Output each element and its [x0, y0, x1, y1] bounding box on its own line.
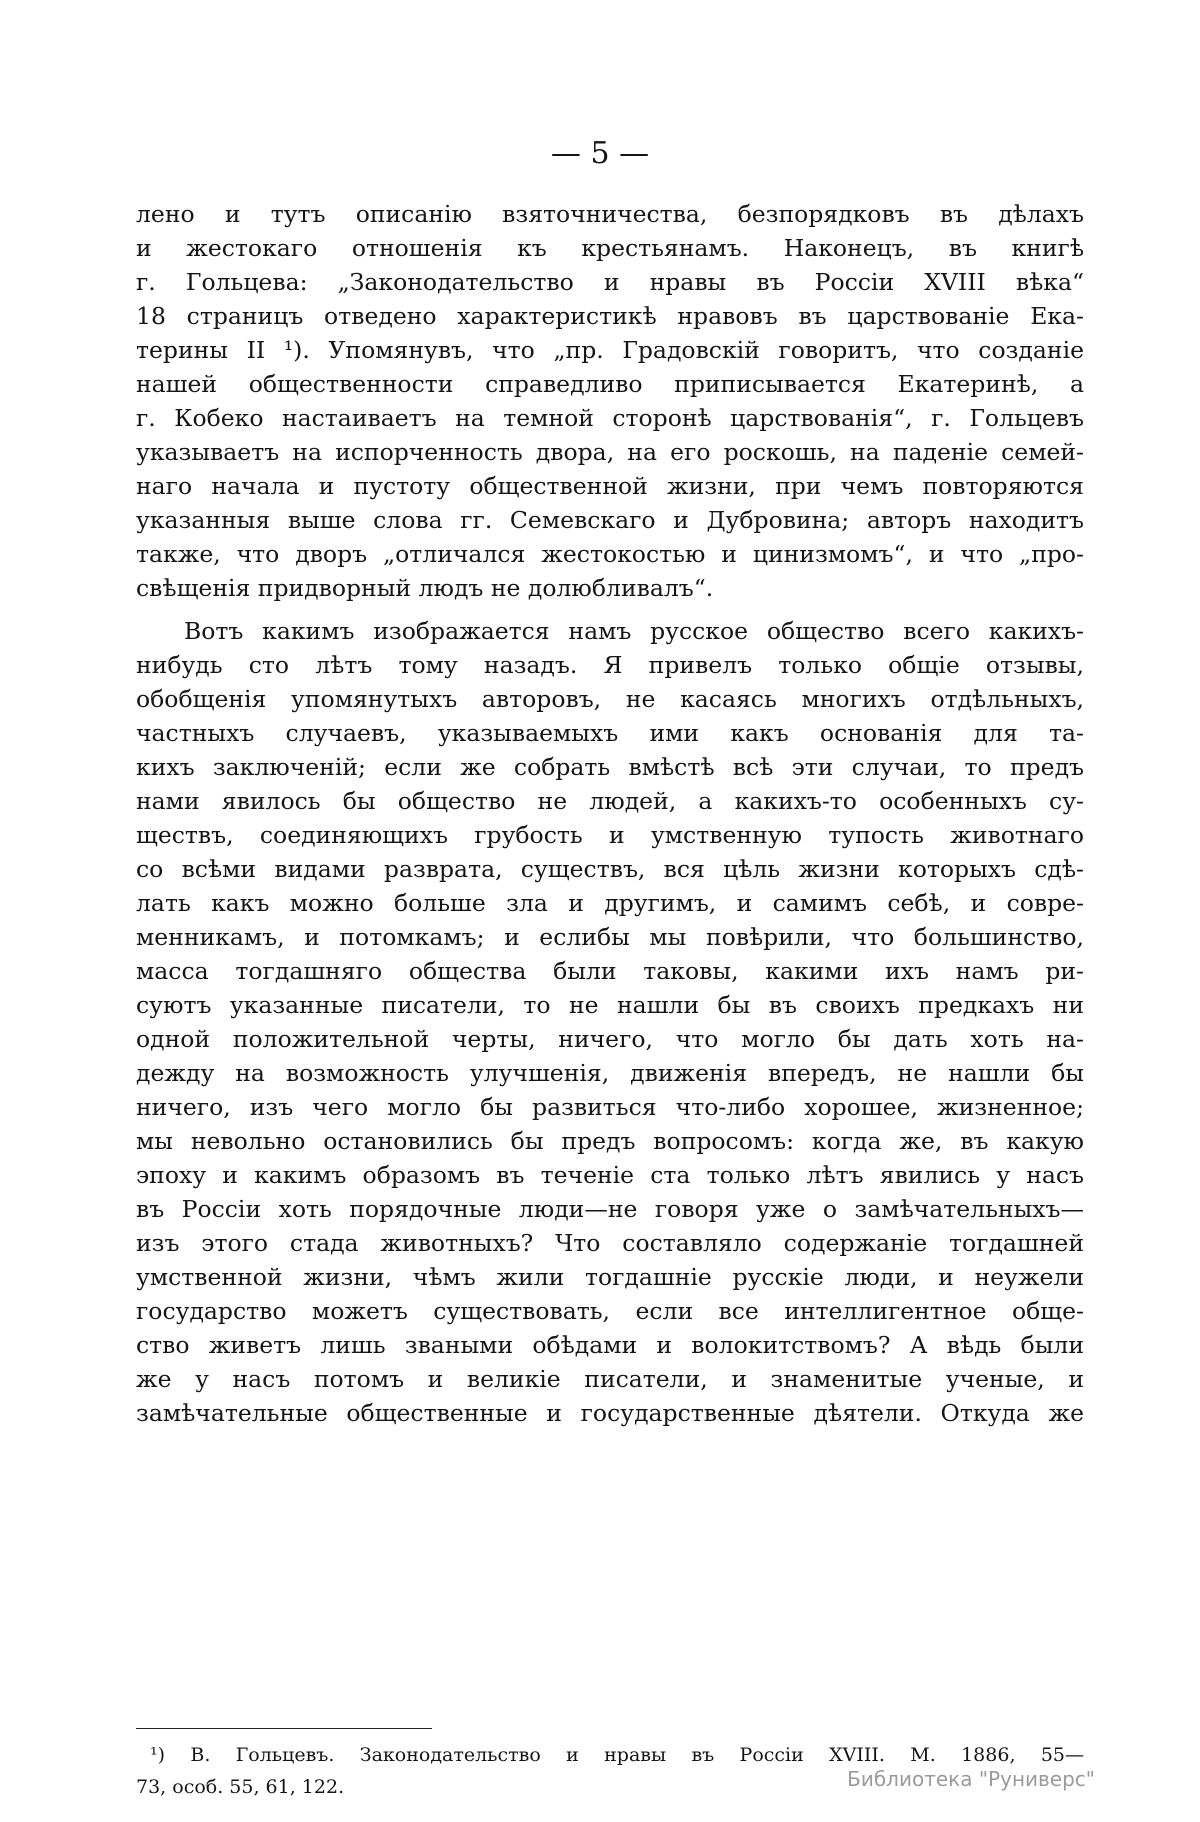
library-watermark: Библиотека "Руниверс" — [847, 1767, 1095, 1791]
text-line: нами явилось бы общество не людей, а какихъ-то особенныхъ су- — [136, 787, 1084, 815]
text-line: указываетъ на испорченность двора, на его роскошь, на паденіе семей- — [136, 438, 1084, 466]
text-line: и жестокаго отношенія къ крестьянамъ. Наконецъ, въ книгѣ — [136, 234, 1084, 262]
text-line: нибудь сто лѣтъ тому назадъ. Я привелъ только общіе отзывы, — [136, 651, 1084, 679]
text-line: свѣщенія придворный людъ не долюбливалъ“. — [136, 574, 714, 602]
text-line: изъ этого стада животныхъ? Что составляло содержаніе тогдашней — [136, 1229, 1084, 1257]
text-line: г. Кобеко настаиваетъ на темной сторонѣ царствованія“, г. Гольцевъ — [136, 404, 1084, 432]
text-line: эпоху и какимъ образомъ въ теченіе ста только лѣтъ явились у насъ — [136, 1161, 1084, 1189]
text-line: также, что дворъ „отличался жестокостью и цинизмомъ“, и что „про- — [136, 540, 1084, 568]
text-line: же у насъ потомъ и великіе писатели, и знаменитые ученые, и — [136, 1365, 1084, 1393]
text-line: частныхъ случаевъ, указываемыхъ ими какъ основанія для та- — [136, 719, 1084, 747]
text-line: обобщенія упомянутыхъ авторовъ, не касаясь многихъ отдѣльныхъ, — [136, 685, 1084, 713]
text-line: терины II ¹). Упомянувъ, что „пр. Градовскій говоритъ, что созданіе — [136, 336, 1084, 364]
text-line: лать какъ можно больше зла и другимъ, и самимъ себѣ, и совре- — [136, 889, 1084, 917]
text-line: кихъ заключеній; если же собрать вмѣстѣ всѣ эти случаи, то предъ — [136, 753, 1084, 781]
text-line: г. Гольцева: „Законодательство и нравы въ Россіи XVIII вѣка“ — [136, 268, 1084, 296]
text-line: мы невольно остановились бы предъ вопросомъ: когда же, въ какую — [136, 1127, 1084, 1155]
text-line: государство можетъ существовать, если все интеллигентное обще- — [136, 1297, 1084, 1325]
text-line: масса тогдашняго общества были таковы, какими ихъ намъ ри- — [136, 957, 1084, 985]
text-line: 18 страницъ отведено характеристикѣ нравовъ въ царствованіе Ека- — [136, 302, 1084, 330]
text-line: дежду на возможность улучшенія, движенія впередъ, не нашли бы — [136, 1059, 1084, 1087]
footnote-line: ¹) В. Гольцевъ. Законодательство и нравы въ Россіи XVIII. М. 1886, 55— — [150, 1744, 1084, 1766]
text-line: наго начала и пустоту общественной жизни, при чемъ повторяются — [136, 472, 1084, 500]
text-line: со всѣми видами разврата, существъ, вся цѣль жизни которыхъ сдѣ- — [136, 855, 1084, 883]
text-line: ство живетъ лишь зваными обѣдами и волокитствомъ? А вѣдь были — [136, 1331, 1084, 1359]
text-line: ществъ, соединяющихъ грубость и умственную тупость животнаго — [136, 821, 1084, 849]
text-line: указанныя выше слова гг. Семевскаго и Дубровина; авторъ находитъ — [136, 506, 1084, 534]
text-line: одной положительной черты, ничего, что могло бы дать хоть на- — [136, 1025, 1084, 1053]
footnote-divider — [136, 1728, 432, 1729]
text-line: нашей общественности справедливо приписывается Екатеринѣ, а — [136, 370, 1084, 398]
text-line: Вотъ какимъ изображается намъ русское общество всего какихъ- — [184, 617, 1084, 645]
text-line: суютъ указанные писатели, то не нашли бы въ своихъ предкахъ ни — [136, 991, 1084, 1019]
text-line: умственной жизни, чѣмъ жили тогдашніе русскіе люди, и неужели — [136, 1263, 1084, 1291]
page-number: — 5 — — [550, 136, 650, 171]
text-line: замѣчательные общественные и государственные дѣятели. Откуда же — [136, 1399, 1084, 1427]
text-line: менникамъ, и потомкамъ; и еслибы мы повѣрили, что большинство, — [136, 923, 1084, 951]
text-line: ничего, изъ чего могло бы развиться что-либо хорошее, жизненное; — [136, 1093, 1084, 1121]
text-line: лено и тутъ описанію взяточничества, безпорядковъ въ дѣлахъ — [136, 200, 1084, 228]
footnote-line: 73, особ. 55, 61, 122. — [136, 1776, 345, 1798]
text-line: въ Россіи хоть порядочные люди—не говоря уже о замѣчательныхъ— — [136, 1195, 1084, 1223]
